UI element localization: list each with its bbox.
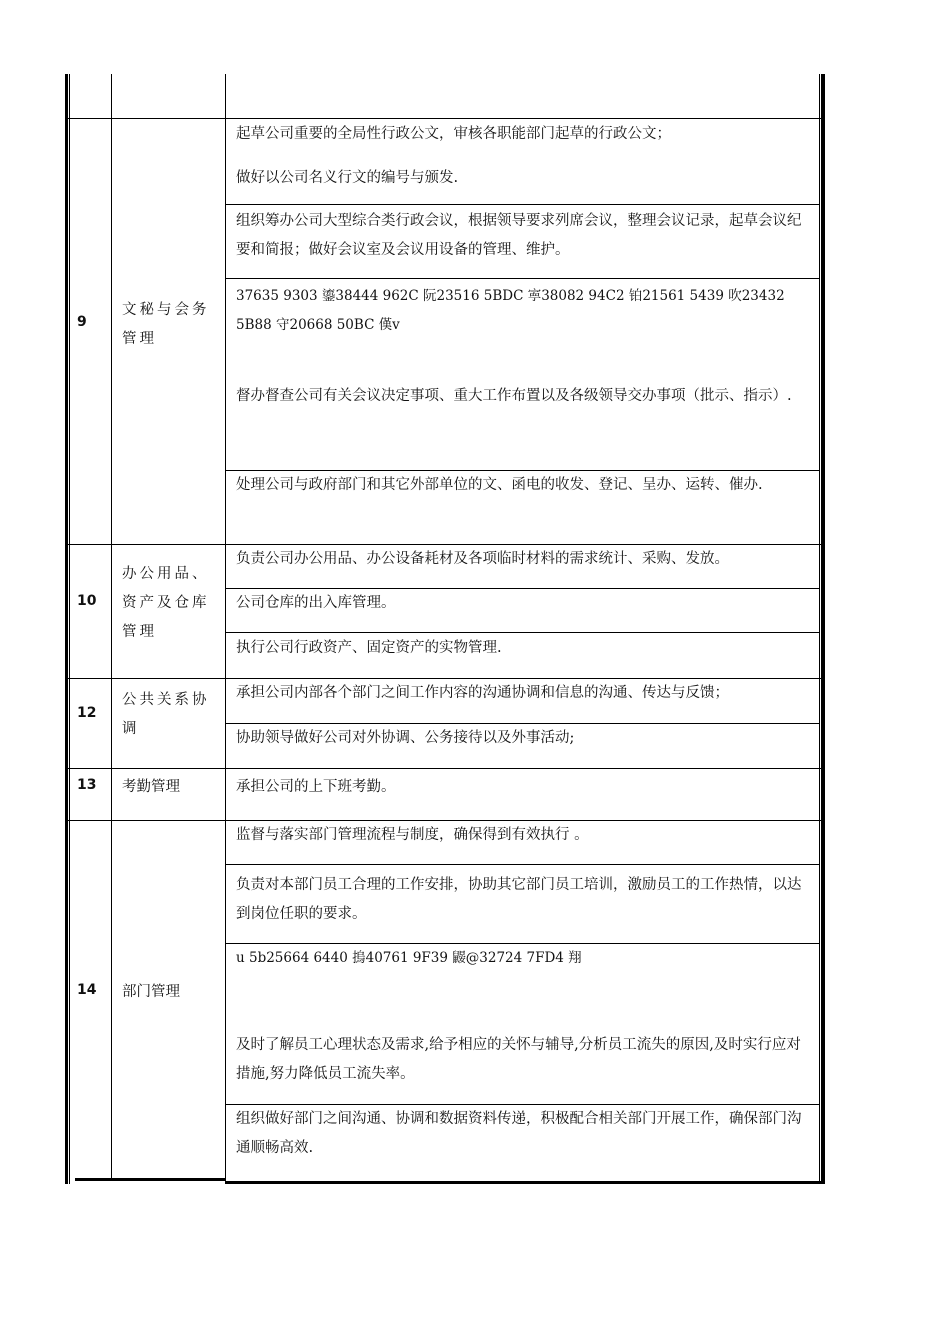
duty-cell bbox=[226, 207, 819, 265]
row-number: 12 bbox=[77, 705, 97, 721]
row-number: 14 bbox=[77, 982, 97, 998]
table-left-inner-border bbox=[69, 74, 70, 1184]
category-text: 办公用品、资产及仓库管理 bbox=[122, 566, 210, 640]
row-category bbox=[122, 978, 222, 1007]
table-left-border bbox=[65, 74, 68, 1184]
duty-cell bbox=[226, 773, 819, 802]
duty-divider bbox=[226, 278, 819, 279]
row-category bbox=[122, 773, 222, 802]
row-category bbox=[122, 560, 222, 647]
duty-text: 协助领导做好公司对外协调、公务接待以及外事活动; bbox=[236, 730, 575, 746]
duty-cell bbox=[226, 634, 819, 663]
duty-text: 37635 9303 鎏38444 962C 阮23516 5BDC 寕38082 94C2 铂21561 5439 吹23432 5B88 守20668 50BC 傼v bbox=[236, 288, 785, 333]
duty-text: 组织做好部门之间沟通、协调和数据资料传递，积极配合相关部门开展工作，确保部门沟通顺畅高效. bbox=[236, 1111, 802, 1156]
duty-text: 执行公司行政资产、固定资产的实物管理. bbox=[236, 640, 502, 656]
duty-text: 组织筹办公司大型综合类行政会议，根据领导要求列席会议，整理会议记录，起草会议纪要和简报；做好会议室及会议用设备的管理、维护。 bbox=[236, 213, 802, 258]
duty-text: 处理公司与政府部门和其它外部单位的文、函电的收发、登记、呈办、运转、催办. bbox=[236, 477, 763, 493]
duty-cell bbox=[226, 120, 819, 193]
category-text: 部门管理 bbox=[122, 984, 180, 1000]
row-number: 10 bbox=[77, 593, 97, 609]
duty-cell bbox=[226, 1105, 819, 1163]
table-bottom-border bbox=[75, 1178, 225, 1181]
duties-table bbox=[65, 74, 826, 1184]
duty-text: u 5b25664 6440 摀40761 9F39 鼹@32724 7FD4 翔 bbox=[236, 950, 582, 966]
category-text: 公共关系协调 bbox=[122, 692, 210, 737]
duty-text: 承担公司的上下班考勤。 bbox=[236, 779, 396, 795]
duty-divider bbox=[226, 632, 819, 633]
row-divider bbox=[65, 768, 825, 769]
duty-divider bbox=[226, 864, 819, 865]
duty-cell bbox=[226, 821, 819, 850]
duty-text: 及时了解员工心理状态及需求,给予相应的关怀与辅导,分析员工流失的原因,及时实行应对措施,努力降低员工流失率。 bbox=[236, 1037, 801, 1082]
category-text: 文秘与会务管理 bbox=[122, 302, 210, 347]
duty-text: 承担公司内部各个部门之间工作内容的沟通协调和信息的沟通、传达与反馈； bbox=[236, 685, 729, 701]
row-number: 9 bbox=[77, 314, 87, 330]
duty-text: 负责公司办公用品、办公设备耗材及各项临时材料的需求统计、采购、发放。 bbox=[236, 551, 729, 567]
row-category bbox=[122, 686, 222, 744]
row-divider bbox=[65, 118, 825, 119]
duty-text: 公司仓库的出入库管理。 bbox=[236, 595, 396, 611]
duty-cell bbox=[226, 679, 819, 708]
duty-text: 监督与落实部门管理流程与制度，确保得到有效执行 。 bbox=[236, 827, 589, 843]
duty-cell bbox=[226, 545, 819, 574]
duty-text: 做好以公司名义行文的编号与颁发. bbox=[236, 170, 459, 186]
duty-text: 起草公司重要的全局性行政公文，审核各职能部门起草的行政公文； bbox=[236, 126, 671, 142]
duty-text: 督办督查公司有关会议决定事项、重大工作布置以及各级领导交办事项（批示、指示）. bbox=[236, 388, 792, 404]
column-divider bbox=[111, 74, 112, 1180]
duty-cell bbox=[226, 944, 819, 1089]
table-bottom-border bbox=[226, 1181, 825, 1184]
duty-cell bbox=[226, 724, 819, 753]
duty-cell bbox=[226, 589, 819, 618]
row-number: 13 bbox=[77, 777, 97, 793]
duty-cell bbox=[226, 282, 819, 411]
duty-cell bbox=[226, 471, 819, 500]
table-right-border bbox=[821, 74, 825, 1184]
duty-cell bbox=[226, 871, 819, 929]
table-right-inner-border bbox=[819, 74, 820, 1184]
row-category bbox=[122, 296, 222, 354]
duty-divider bbox=[226, 204, 819, 205]
category-text: 考勤管理 bbox=[122, 779, 180, 795]
duty-text: 负责对本部门员工合理的工作安排，协助其它部门员工培训，激励员工的工作热情，以达到岗位任职的要求。 bbox=[236, 877, 802, 922]
